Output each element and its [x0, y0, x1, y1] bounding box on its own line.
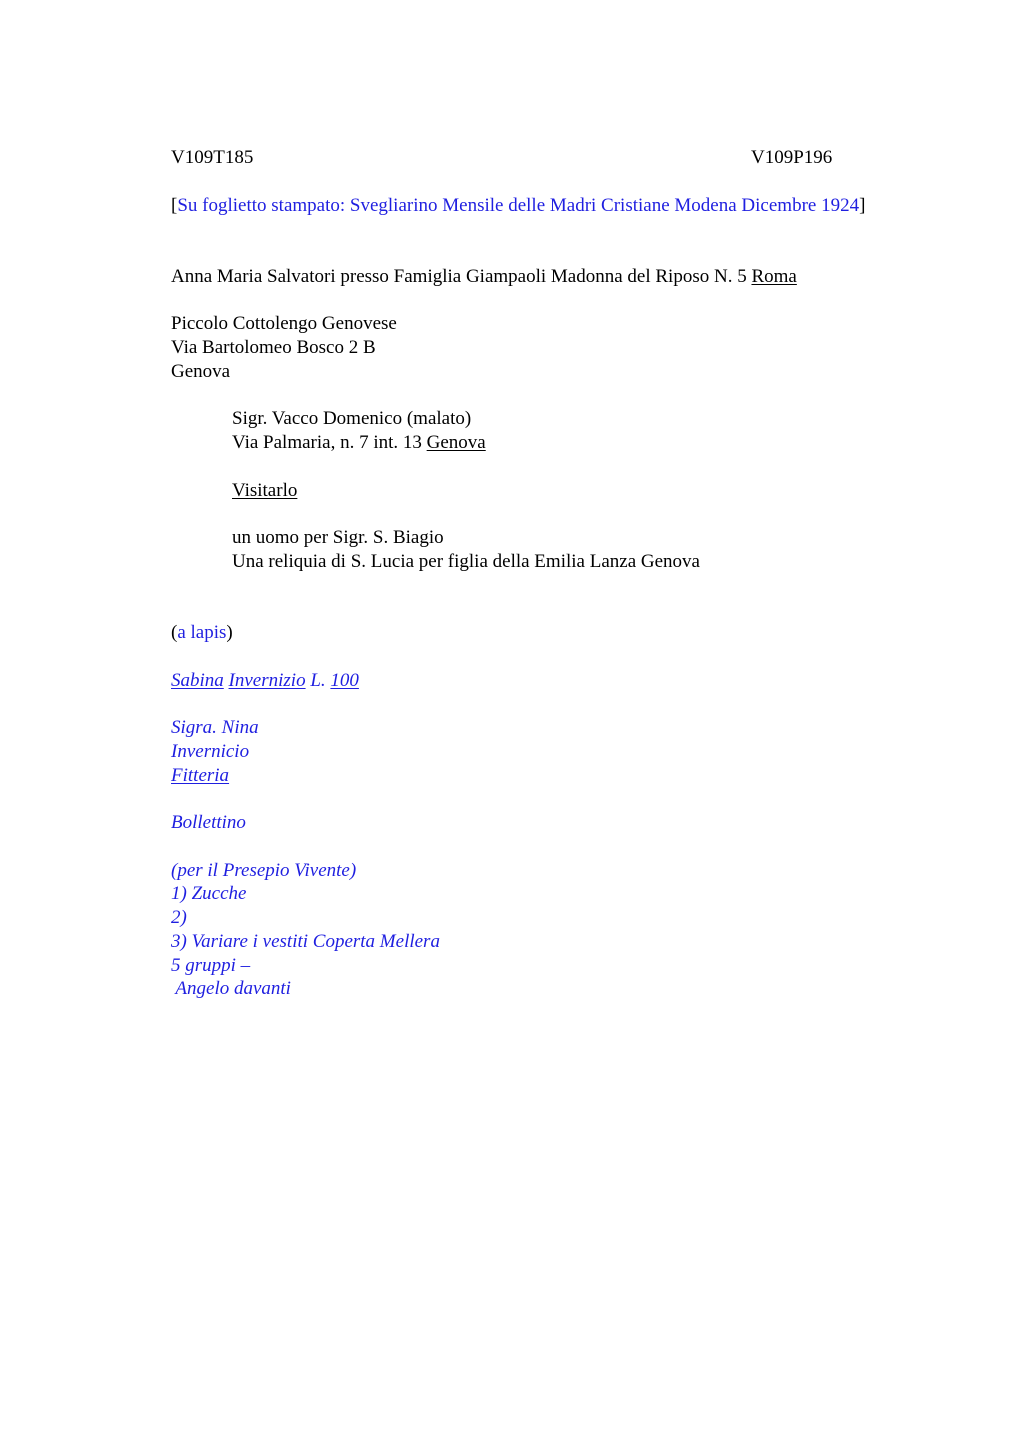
doc-code-right: V109P196 [751, 147, 833, 168]
sick-person-street: Via Palmaria, n. 7 int. 13 [232, 432, 422, 453]
paren-open: ( [171, 622, 178, 643]
sick-person-city: Genova [426, 432, 486, 453]
donor-first-name: Sabina [171, 670, 224, 691]
donor-last-name: Invernizio [228, 670, 306, 691]
note-line-1: un uomo per Sigr. S. Biagio [232, 527, 444, 548]
doc-code-left: V109T185 [171, 147, 254, 168]
sick-person-name: Sigr. Vacco Domenico (malato) [232, 408, 472, 429]
sender-city: Roma [751, 266, 797, 287]
pencil-label [171, 621, 233, 645]
recipient-line-1: Piccolo Cottolengo Genovese [171, 313, 397, 334]
presepio-item-2: 2) [171, 907, 187, 928]
bracket-close: ] [859, 195, 866, 216]
note-line-2: Una reliquia di S. Lucia per figlia della Emilia Lanza Genova [232, 551, 700, 572]
donation-line [171, 669, 359, 693]
presepio-item-5: Angelo davanti [171, 978, 291, 999]
bracket-open: [ [171, 195, 178, 216]
donation-amount: 100 [330, 670, 359, 691]
sender-line [171, 265, 797, 289]
bollettino-line: Bollettino [171, 812, 246, 833]
paren-close: ) [226, 622, 233, 643]
sick-person-address [232, 431, 486, 455]
presepio-item-3: 3) Variare i vestiti Coperta Mellera [171, 931, 440, 952]
currency: L. [310, 670, 326, 691]
recipient-line-3: Genova [171, 361, 231, 382]
note-text: Su foglietto stampato: Svegliarino Mensile delle Madri Cristiane Modena Dicembre 1924 [177, 195, 860, 216]
recipient-line-2: Via Bartolomeo Bosco 2 B [171, 337, 376, 358]
printed-sheet-note [171, 194, 865, 218]
nina-line-1: Sigra. Nina [171, 717, 259, 738]
visit-instruction: Visitarlo [232, 480, 298, 501]
sender-text: Anna Maria Salvatori presso Famiglia Giampaoli Madonna del Riposo N. 5 [171, 266, 747, 287]
presepio-item-4: 5 gruppi – [171, 955, 251, 976]
pencil-label-text: a lapis [177, 622, 227, 643]
nina-line-3: Fitteria [171, 765, 230, 786]
nina-line-2: Invernicio [171, 741, 250, 762]
presepio-title: (per il Presepio Vivente) [171, 860, 357, 881]
presepio-item-1: 1) Zucche [171, 883, 247, 904]
